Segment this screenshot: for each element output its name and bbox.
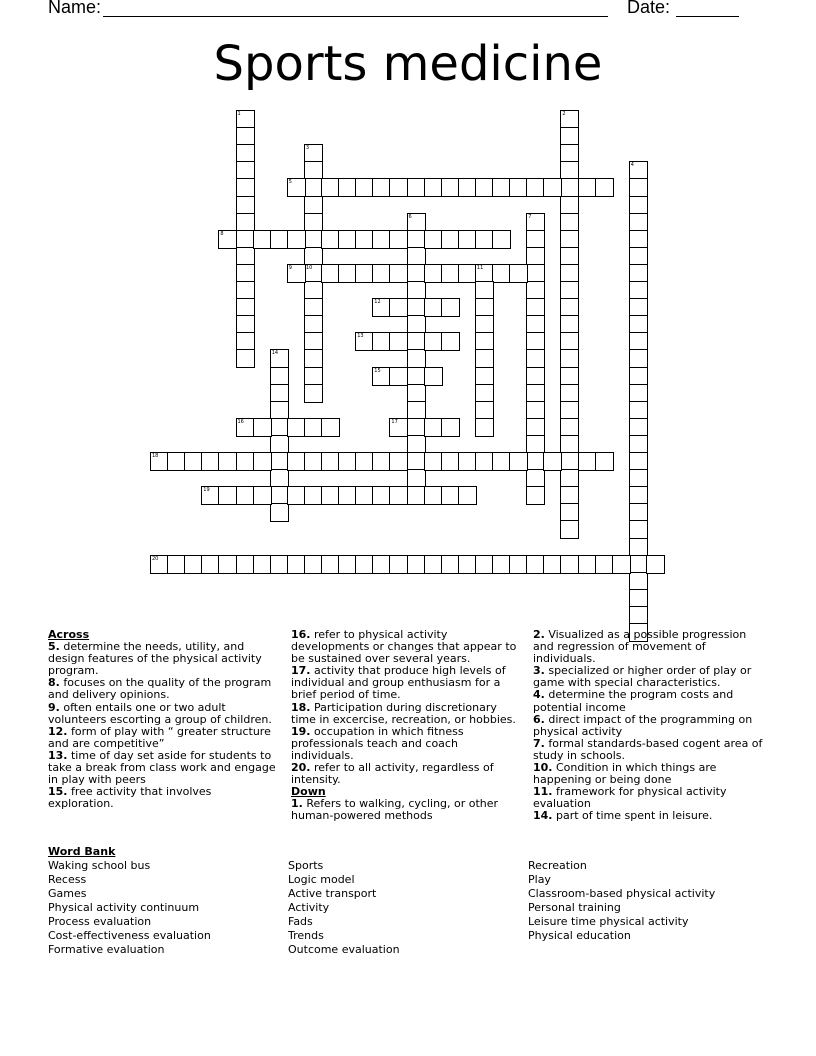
- clue-number: 19: [203, 487, 210, 494]
- clue-num: 16.: [291, 628, 311, 641]
- clues-column-3: [533, 629, 765, 823]
- clue-num: 11.: [533, 785, 553, 799]
- word-bank-title: Word Bank: [48, 845, 116, 858]
- word-bank-column-1: [48, 859, 278, 957]
- across-clues-list-continued: [291, 629, 523, 786]
- word-bank-item: Activity: [288, 901, 330, 914]
- grid-cell[interactable]: [509, 452, 528, 471]
- clue-text: refer to physical activity developments or changes that appear to be sustained over several years.: [291, 628, 517, 666]
- down-clue: [533, 786, 765, 810]
- page-title: Sports medicine: [213, 36, 603, 92]
- clue-num: 12.: [48, 724, 68, 738]
- grid-cell[interactable]: [287, 230, 306, 249]
- word-bank-item: Formative evaluation: [48, 943, 165, 956]
- word-bank-item: Recess: [48, 873, 87, 886]
- clue-number: 8: [220, 230, 224, 237]
- word-bank-item: Personal training: [528, 901, 621, 914]
- clue-number: 16: [237, 418, 244, 425]
- grid-cell[interactable]: [458, 486, 477, 505]
- grid-cell[interactable]: [389, 418, 408, 437]
- grid-cell[interactable]: [287, 178, 306, 197]
- clue-num: 7.: [533, 736, 545, 750]
- down-clues-list: [291, 798, 523, 822]
- clue-number: 9: [288, 264, 292, 271]
- grid-cell[interactable]: [321, 418, 340, 437]
- grid-cell[interactable]: [646, 555, 665, 574]
- word-bank-item: Active transport: [288, 887, 377, 900]
- grid-cell[interactable]: [236, 349, 255, 368]
- clue-text: time of day set aside for students to take a break from class work and engage in play with peers: [48, 748, 276, 787]
- word-bank-column-3: [528, 859, 758, 943]
- word-bank-item: Waking school bus: [48, 859, 151, 872]
- grid-cell[interactable]: [595, 452, 614, 471]
- clue-text: free activity that involves exploration.: [48, 785, 212, 811]
- clue-number: 5: [288, 179, 292, 186]
- clue-text: focuses on the quality of the program and delivery opinions.: [48, 676, 272, 702]
- clue-text: determine the needs, utility, and design features of the physical activity program.: [48, 640, 262, 678]
- clue-num: 1.: [291, 797, 303, 811]
- grid-cell[interactable]: [287, 264, 306, 283]
- word-bank-column-2: [288, 859, 518, 957]
- clue-number: 12: [374, 299, 381, 306]
- across-clue: [48, 750, 280, 786]
- word-bank-item: Trends: [288, 929, 324, 942]
- grid-cell[interactable]: [270, 503, 289, 522]
- grid-cell[interactable]: [389, 367, 408, 386]
- grid-cell[interactable]: [389, 264, 408, 283]
- clues-column-1: [48, 629, 280, 810]
- word-bank-item: Classroom-based physical activity: [528, 887, 716, 900]
- word-bank-item: Recreation: [528, 859, 587, 872]
- clue-num: 8.: [48, 676, 60, 690]
- clue-text: determine the program costs and potential income: [533, 688, 734, 714]
- grid-cell[interactable]: [218, 230, 237, 249]
- grid-cell[interactable]: [543, 452, 562, 471]
- clue-num: 6.: [533, 712, 545, 726]
- across-clue: [48, 786, 280, 810]
- clue-num: 20.: [291, 761, 311, 775]
- clue-number: 2: [562, 111, 566, 117]
- clue-number: 4: [630, 162, 634, 169]
- clue-text: Participation during discretionary time in excercise, recreation, or hobbies.: [291, 700, 516, 726]
- across-clue: [48, 641, 280, 677]
- clue-text: occupation in which fitness professionals teach and coach individuals.: [291, 724, 464, 762]
- word-bank-item: Process evaluation: [48, 915, 152, 928]
- across-clue: [48, 726, 280, 750]
- clue-number: 10: [305, 264, 313, 271]
- grid-cell[interactable]: [253, 452, 272, 471]
- clue-number: 1: [237, 111, 241, 117]
- down-clue: [533, 810, 765, 822]
- clue-num: 4.: [533, 688, 545, 702]
- word-bank-item: Sports: [288, 859, 324, 872]
- clue-num: 19.: [291, 724, 311, 738]
- down-clue: [533, 689, 765, 713]
- clue-number: 6: [408, 213, 412, 220]
- clue-num: 3.: [533, 664, 545, 678]
- clue-num: 13.: [48, 748, 68, 762]
- down-clue: [533, 665, 765, 689]
- grid-cell[interactable]: [441, 298, 460, 317]
- grid-cell[interactable]: [509, 264, 528, 283]
- grid-cell[interactable]: [389, 298, 408, 317]
- across-clue: [48, 702, 280, 726]
- clue-number: 3: [305, 145, 310, 152]
- clue-text: formal standards-based cogent area of study in schools.: [533, 736, 763, 762]
- word-bank-item: Physical activity continuum: [48, 901, 200, 914]
- word-bank-item: Logic model: [288, 873, 355, 886]
- clue-number: 15: [374, 367, 381, 374]
- clue-text: direct impact of the programming on physical activity: [533, 712, 753, 738]
- grid-cell[interactable]: [441, 332, 460, 351]
- across-clue: [291, 665, 523, 701]
- word-bank-item: Play: [528, 873, 551, 886]
- clue-num: 14.: [533, 809, 553, 823]
- grid-cell[interactable]: [424, 367, 443, 386]
- clue-num: 2.: [533, 628, 545, 641]
- clue-text: form of play with “ greater structure and are competitive”: [48, 724, 271, 750]
- grid-cell[interactable]: [526, 486, 545, 505]
- grid-cell[interactable]: [253, 418, 272, 437]
- down-clues-list-continued: [533, 629, 765, 823]
- across-clues-list: [48, 641, 280, 810]
- clue-num: 9.: [48, 700, 60, 714]
- across-clue: [291, 726, 523, 762]
- clue-text: part of time spent in leisure.: [552, 809, 713, 823]
- across-clue: [291, 629, 523, 665]
- word-bank-item: Cost-effectiveness evaluation: [48, 929, 211, 942]
- grid-cell[interactable]: [304, 384, 323, 403]
- clue-text: specialized or higher order of play or game with special characteristics.: [533, 664, 752, 690]
- down-clue: [533, 629, 765, 665]
- grid-cell[interactable]: [389, 452, 408, 471]
- grid-cell[interactable]: [612, 555, 631, 574]
- clue-number: 20: [152, 555, 159, 562]
- across-clue: [291, 702, 523, 726]
- clue-num: 10.: [533, 761, 553, 775]
- clues-column-2: [291, 629, 523, 823]
- word-bank-item: Outcome evaluation: [288, 943, 400, 956]
- word-bank-item: Fads: [288, 915, 313, 928]
- name-label: Name:: [48, 0, 107, 17]
- across-heading: Across: [48, 628, 90, 641]
- down-clue: [291, 798, 523, 822]
- clue-num: 5.: [48, 640, 60, 654]
- clue-text: often entails one or two adult volunteers escorting a group of children.: [48, 700, 272, 726]
- down-clue: [533, 762, 765, 786]
- grid-cell[interactable]: [595, 178, 614, 197]
- clue-number: 18: [152, 453, 159, 459]
- down-clue: [533, 714, 765, 738]
- down-clue: [533, 738, 765, 762]
- grid-cell[interactable]: [389, 332, 408, 351]
- clue-text: Condition in which things are happening or being done: [533, 761, 717, 787]
- word-bank-item: Leisure time physical activity: [528, 915, 689, 928]
- grid-cell[interactable]: [389, 486, 408, 505]
- clue-text: refer to all activity, regardless of intensity.: [291, 761, 494, 787]
- grid-cell[interactable]: [253, 486, 272, 505]
- grid-cell[interactable]: [492, 230, 511, 249]
- clue-text: framework for physical activity evaluation: [533, 785, 727, 811]
- clue-number: 14: [271, 350, 279, 357]
- date-label: Date:: [627, 0, 676, 17]
- word-bank-item: Games: [48, 887, 87, 900]
- word-bank-item: Physical education: [528, 929, 631, 942]
- clue-number: 7: [528, 213, 532, 220]
- clue-num: 18.: [291, 700, 311, 714]
- clue-number: 17: [391, 418, 398, 425]
- across-clue: [48, 677, 280, 701]
- clue-number: 11: [476, 264, 484, 271]
- clue-num: 15.: [48, 785, 68, 799]
- grid-cell[interactable]: [441, 418, 460, 437]
- clue-text: activity that produce high levels of individual and group enthusiasm for a brief period of time.: [291, 664, 506, 702]
- clue-text: Refers to walking, cycling, or other human-powered methods: [291, 797, 499, 823]
- clue-text: Visualized as a possible progression and regression of movement of individuals.: [533, 628, 747, 666]
- grid-cell[interactable]: [475, 418, 494, 437]
- down-heading: Down: [291, 785, 326, 799]
- grid-cell[interactable]: [560, 520, 579, 539]
- grid-cell[interactable]: [543, 178, 562, 197]
- clue-number: 13: [357, 333, 364, 340]
- across-clue: [291, 762, 523, 786]
- grid-cell[interactable]: [389, 230, 408, 249]
- clue-num: 17.: [291, 664, 311, 678]
